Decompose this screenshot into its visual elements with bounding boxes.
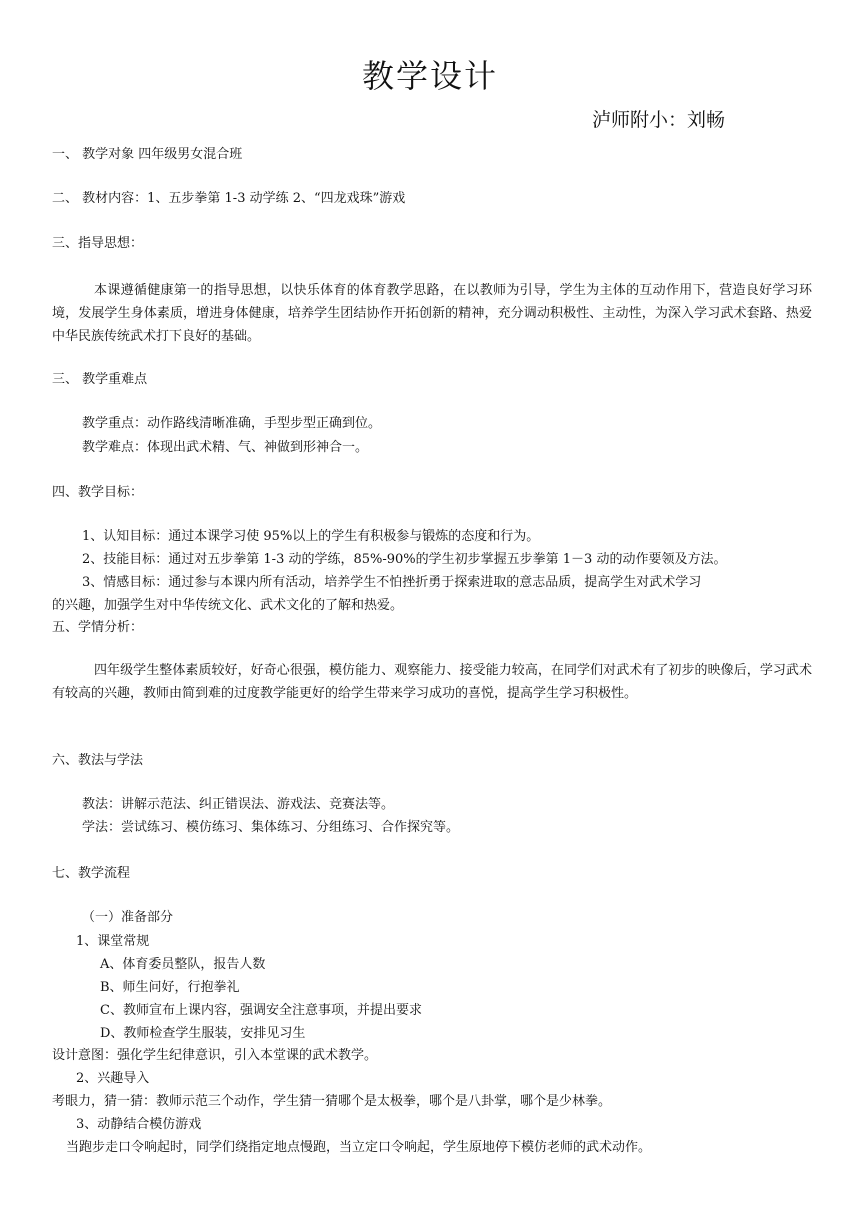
section-materials: 二、 教材内容：1、五步拳第 1-3 动学练 2、“四龙戏珠”游戏 <box>52 191 406 206</box>
routine-item-b: B、师生问好，行抱拳礼 <box>100 980 240 995</box>
routine-item-c: C、教师宣布上课内容，强调安全注意事项，并提出要求 <box>100 1003 422 1018</box>
guess-activity: 考眼力，猜一猜：教师示范三个动作，学生猜一猜哪个是太极拳，哪个是八卦掌，哪个是少林拳。 <box>52 1094 612 1109</box>
goal-emotion-line1: 3、情感目标：通过参与本课内所有活动，培养学生不怕挫折勇于探索进取的意志品质，提高学生对武术学习 <box>82 575 702 590</box>
section-student-analysis: 五、学情分析： <box>52 620 144 635</box>
key-point-line: 教学重点：动作路线清晰准确，手型步型正确到位。 <box>82 416 382 431</box>
routine-item-d: D、教师检查学生服装，安排见习生 <box>100 1026 306 1041</box>
routine-item-a: A、体育委员整队，报告人数 <box>100 957 266 972</box>
imitation-game-title: 3、动静结合模仿游戏 <box>76 1117 202 1132</box>
author-line: 泸师附小：刘畅 <box>592 109 726 131</box>
section-guiding-ideology: 三、指导思想： <box>52 236 144 251</box>
preparation-part: （一）准备部分 <box>82 910 174 925</box>
student-analysis-paragraph: 四年级学生整体素质较好，好奇心很强，模仿能力、观察能力、接受能力较高，在同学们对武术有了初步的映像后，学习武术有较高的兴趣，教师由简到难的过度教学能更好的给学生带来学习成功的喜悦，提高学生学习积极性。 <box>52 663 812 701</box>
document-title: 教学设计 <box>361 57 498 95</box>
section-methods: 六、教法与学法 <box>52 753 144 768</box>
section-teaching-process: 七、教学流程 <box>52 866 131 881</box>
section-teaching-goals: 四、教学目标： <box>52 485 144 500</box>
class-routine: 1、课堂常规 <box>76 934 150 949</box>
goal-emotion-line2: 的兴趣，加强学生对中华传统文化、武术文化的了解和热爱。 <box>52 598 404 613</box>
design-intent: 设计意图：强化学生纪律意识，引入本堂课的武术教学。 <box>52 1048 378 1063</box>
imitation-game-description: 当跑步走口令响起时，同学们绕指定地点慢跑，当立定口令响起，学生原地停下模仿老师的武术动作。 <box>66 1140 652 1155</box>
section-key-difficult-points: 三、 教学重难点 <box>52 372 148 387</box>
teaching-method-line: 教法：讲解示范法、纠正错误法、游戏法、竞赛法等。 <box>82 797 395 812</box>
interest-intro: 2、兴趣导入 <box>76 1071 150 1086</box>
difficulty-line: 教学难点：体现出武术精、气、神做到形神合一。 <box>82 440 369 455</box>
section-teaching-target: 一、 教学对象 四年级男女混合班 <box>52 147 243 162</box>
goal-skill: 2、技能目标：通过对五步拳第 1-3 动的学练，85%-90%的学生初步掌握五步拳第 1－3 动的动作要领及方法。 <box>82 552 727 567</box>
learning-method-line: 学法：尝试练习、模仿练习、集体练习、分组练习、合作探究等。 <box>82 820 460 835</box>
goal-cognitive: 1、认知目标：通过本课学习使 95%以上的学生有积极参与锻炼的态度和行为。 <box>82 529 540 544</box>
guiding-ideology-paragraph: 本课遵循健康第一的指导思想，以快乐体育的体育教学思路，在以教师为引导，学生为主体的互动作用下，营造良好学习环境，发展学生身体素质，增进身体健康，培养学生团结协作开拓创新的精神，充分调动积极性、主动性，为深入学习武术套路、热爱中华民族传统武术打下良好的基础。 <box>52 283 812 344</box>
